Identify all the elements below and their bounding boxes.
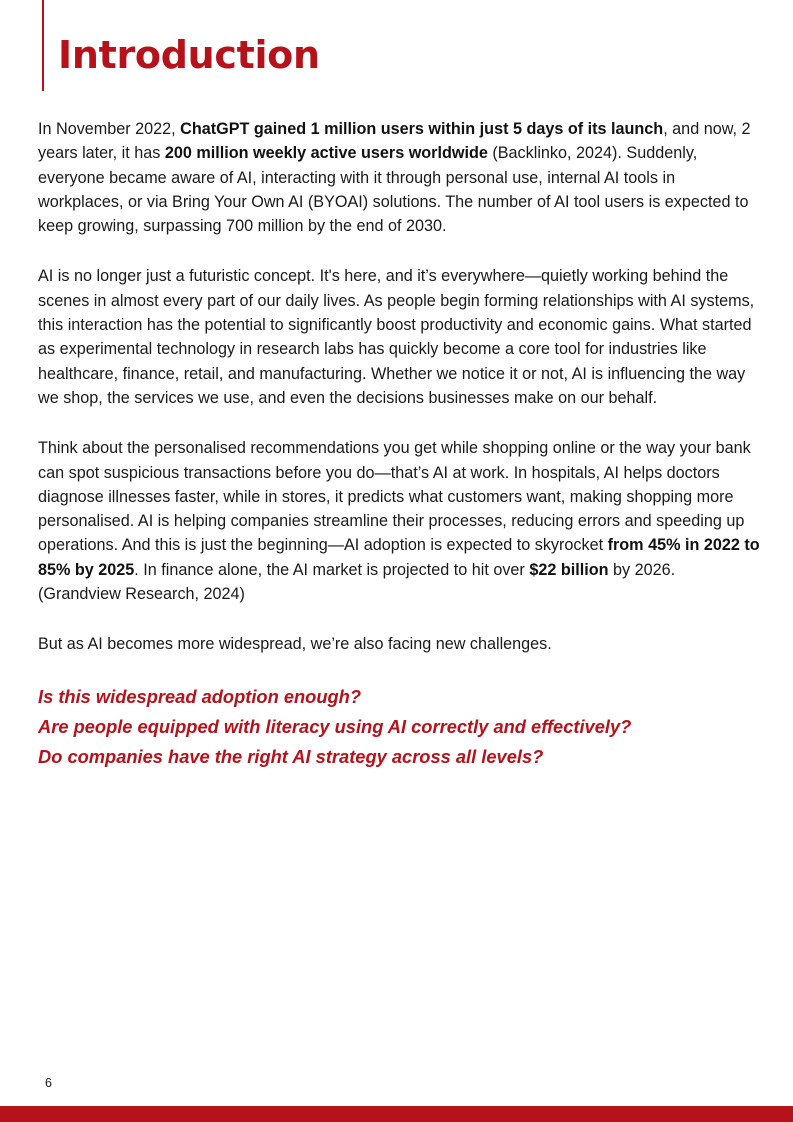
footer-accent-bar — [0, 1106, 793, 1122]
question-item: Is this widespread adoption enough? — [38, 685, 361, 707]
paragraph-3-text-a: Think about the personalised recommendations you get while shopping online or the way your bank can spot suspicious transactions before you do—that’s AI at work. In hospitals, AI helps doctors diagnose illnesses faster, while in stores, it predicts what customers want, making shopping more personalised. AI is helping companies streamline their processes, reducing errors and speeding up operations. And this is just the beginning—AI adoption is expected to skyrocket — [38, 439, 751, 555]
paragraph-3-bold-2: $22 billion — [529, 560, 609, 579]
paragraph-3-text-d: by 2026. (Grandview Research, 2024) — [38, 560, 676, 604]
question-item: Are people equipped with literacy using AI correctly and effectively? — [38, 715, 632, 737]
paragraph-3-bold-1: from 45% in 2022 to 85% by 2025 — [38, 536, 760, 579]
paragraph-1 — [38, 117, 760, 238]
paragraph-1-bold-2: 200 million weekly active users worldwide — [164, 144, 488, 163]
paragraph-3 — [38, 436, 760, 606]
question-list — [38, 682, 760, 772]
title-accent-rule — [42, 0, 44, 91]
paragraph-2: AI is no longer just a futuristic concept. It's here, and it’s everywhere—quietly working behind the scenes in almost every part of our daily lives. As people begin forming relationships with AI systems, this interaction has the potential to significantly boost productivity and economic gains. What started as experimental technology in research labs has quickly become a core tool for industries like healthcare, finance, retail, and manufacturing. Whether we notice it or not, AI is influencing the way we shop, the services we use, and even the decisions businesses make on our behalf. — [38, 267, 755, 407]
paragraph-1-text-c: , and now, 2 years later, it has — [38, 120, 751, 163]
paragraph-3-text-c: . In finance alone, the AI market is projected to hit over — [134, 560, 530, 579]
body-text — [38, 117, 760, 772]
question-item: Do companies have the right AI strategy across all levels? — [38, 745, 544, 767]
paragraph-1-text-a: In November 2022, — [38, 120, 181, 138]
page-number: 6 — [45, 1076, 52, 1090]
paragraph-1-bold-1: ChatGPT gained 1 million users within just 5 days of its launch — [180, 120, 664, 138]
page-title: Introduction — [58, 33, 320, 77]
paragraph-1-text-d: (Backlinko, 2024). Suddenly, everyone became aware of AI, interacting with it through personal use, internal AI tools in workplaces, or via Bring Your Own AI (BYOAI) solutions. The number of AI tool users is expected to keep growing, surpassing 700 million by the end of 2030. — [38, 144, 749, 236]
paragraph-4: But as AI becomes more widespread, we’re also facing new challenges. — [38, 635, 552, 654]
